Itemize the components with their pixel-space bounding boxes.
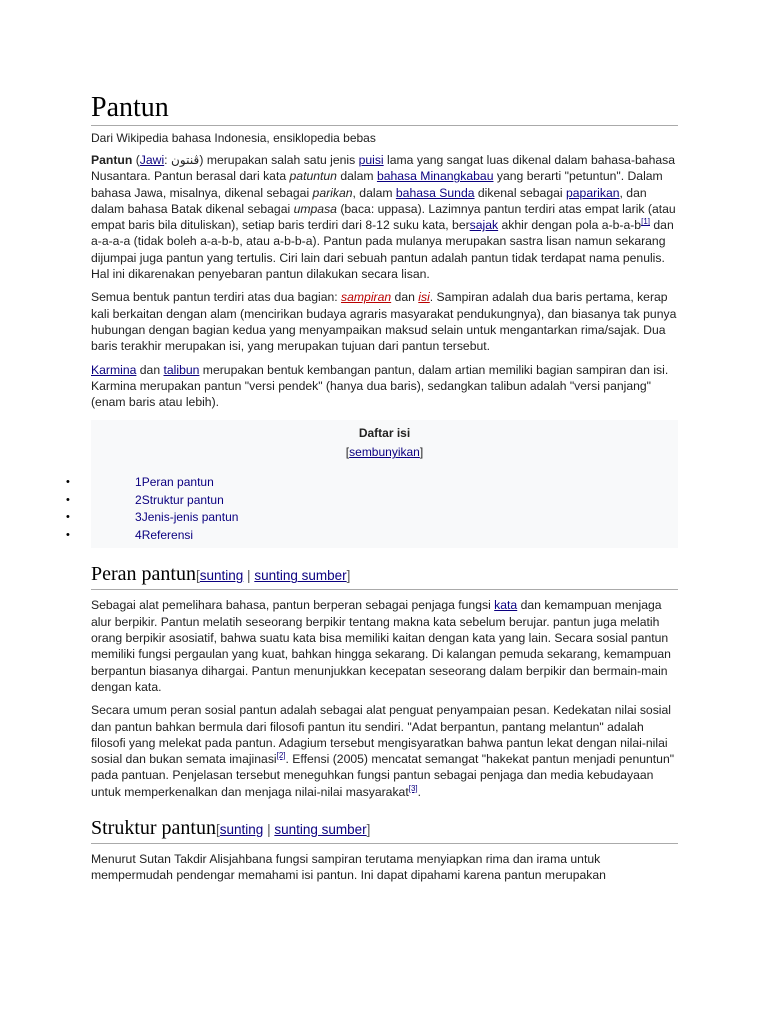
text-run: dikenal sebagai <box>474 185 566 200</box>
toc-hide-link[interactable]: sembunyikan <box>349 445 420 460</box>
edit-section-links <box>196 568 350 583</box>
toc-number: 1 <box>135 475 142 490</box>
toc-item-referensi[interactable] <box>66 527 678 545</box>
intro-paragraph-3 <box>91 362 678 411</box>
reference-1-link[interactable]: [1] <box>641 217 650 227</box>
edit-section-links <box>216 822 370 837</box>
toc-text: Peran pantun <box>141 475 214 490</box>
toc-title: Daftar isi <box>358 426 411 441</box>
text-run: ) merupakan salah satu jenis <box>199 153 359 167</box>
text-run: . Effensi (2005) mencatat semangat "hakekat pantun menjadi penuntun" pada pantuan. Penjelasan tersebut meneguhkan fungsi pantun sebagai penjaga dan media kebudayaan untuk memperkenalkan dan menjaga nilai-nilai masyarakat <box>91 752 675 799</box>
link-sajak[interactable]: sajak <box>469 218 499 233</box>
link-kata[interactable]: kata <box>494 598 518 613</box>
reference-2 <box>277 751 286 760</box>
text-run: akhir dengan pola a-b-a-b <box>498 218 642 233</box>
reference-2-link[interactable]: [2] <box>276 751 286 761</box>
text-run: dan a-a-a-a (tidak boleh a-a-b-b, atau a-b-b-a). Pantun pada mulanya merupakan sastra lisan namun sekarang dijumpai juga pantun yang tertulis. Ciri lain dari sebuah pantun adalah pantun tidak terdapat nama penulis. Hal ini dikarenakan penyebaran pantun dilakukan secara lisan. <box>91 218 674 282</box>
text-run: dalam <box>336 169 377 184</box>
table-of-contents <box>66 420 678 548</box>
toc-item-jenis-jenis-pantun[interactable] <box>66 509 678 527</box>
text-run: lama yang sangat luas dikenal dalam bahasa-bahasa Nusantara. Pantun berasal dari kata <box>91 153 675 184</box>
reference-3 <box>409 784 418 793</box>
section-heading-peran-pantun <box>91 562 678 590</box>
bracket: [ <box>216 822 220 838</box>
separator: | <box>243 568 255 584</box>
toc-number: 3 <box>135 510 142 525</box>
text-run: , dan dalam bahasa Batak dikenal sebagai <box>91 185 647 216</box>
struktur-paragraph-1: Menurut Sutan Takdir Alisjahbana fungsi sampiran terutama menyiapkan rima dan irama untuk mempermudah pendengar memahami isi pantun. Ini dapat dipahami karena pantun merupakan <box>91 852 606 883</box>
peran-paragraph-1 <box>91 597 678 695</box>
text-run: yang berarti "petuntun". Dalam bahasa Jawa, misalnya, dikenal sebagai <box>91 169 663 200</box>
heading-text: Peran pantun <box>91 563 196 586</box>
intro-paragraph-1 <box>91 152 678 282</box>
section-heading-struktur-pantun <box>91 816 678 844</box>
toc-text: Struktur pantun <box>141 492 224 507</box>
text-run: merupakan bentuk kembangan pantun, dalam artian memiliki bagian sampiran dan isi. Karmina merupakan pantun "versi pendek" (hanya dua baris), sedangkan talibun adalah "versi panjang" (enam baris atau lebih). <box>91 362 669 410</box>
text-run: dan <box>136 362 164 377</box>
text-run: Secara umum peran sosial pantun adalah sebagai alat penguat penyampaian pesan. Kedekatan nilai sosial dan pantun bahkan bermula dari filosofi pantun itu sendiri. "Adat berpantun, pantang melantun" adalah filosofi yang melekat pada pantun. Adagium tersebut mengisyaratkan bahwa pantun lekat dengan nilai-nilai sosial dan bukan semata imajinasi <box>91 703 671 767</box>
peran-paragraph-2 <box>91 702 678 800</box>
text-run: , dalam <box>352 185 396 200</box>
intro-paragraph-2 <box>91 289 678 354</box>
link-jawi[interactable]: Jawi <box>139 153 165 167</box>
link-bahasa-minangkabau[interactable]: bahasa Minangkabau <box>376 169 494 184</box>
bracket: [ <box>195 568 200 584</box>
text-run: (baca: uppasa). Lazimnya pantun terdiri atas empat larik (atau empat baris bila dituliskan), setiap baris terdiri dari 8-12 suku kata, ber <box>91 201 676 233</box>
toc-item-struktur-pantun[interactable] <box>66 492 678 510</box>
link-talibun[interactable]: talibun <box>163 362 200 377</box>
toc-number: 2 <box>135 492 142 507</box>
toc-number: 4 <box>135 527 142 542</box>
jawi-script: : ڤنتون <box>164 153 200 167</box>
edit-link[interactable]: sunting <box>199 568 244 584</box>
toc-toggle <box>91 444 678 460</box>
heading-text: Struktur pantun <box>91 817 216 840</box>
italic-term: umpasa <box>293 201 337 216</box>
edit-source-link[interactable]: sunting sumber <box>274 822 367 838</box>
reference-1 <box>641 217 650 226</box>
reference-3-link[interactable]: [3] <box>408 783 418 793</box>
term-bold: Pantun <box>91 153 133 167</box>
italic-term: parikan <box>312 185 353 200</box>
text-run: Sebagai alat pemelihara bahasa, pantun berperan sebagai penjaga fungsi <box>91 598 495 613</box>
edit-source-link[interactable]: sunting sumber <box>254 568 347 584</box>
link-karmina[interactable]: Karmina <box>91 362 137 377</box>
separator: | <box>263 822 275 838</box>
edit-link[interactable]: sunting <box>219 822 264 838</box>
bullet-icon: • <box>66 476 70 489</box>
link-bahasa-sunda[interactable]: bahasa Sunda <box>395 185 475 200</box>
link-isi[interactable]: isi <box>418 290 430 305</box>
bracket: ] <box>366 822 371 838</box>
link-puisi[interactable]: puisi <box>358 153 384 167</box>
bullet-icon: • <box>66 511 70 524</box>
bullet-icon: • <box>66 493 70 506</box>
bracket: ] <box>346 568 351 584</box>
link-sampiran[interactable]: sampiran <box>341 290 392 305</box>
link-paparikan[interactable]: paparikan <box>566 185 620 200</box>
bracket: ] <box>419 445 424 460</box>
toc-item-peran-pantun[interactable] <box>66 474 678 492</box>
article-content <box>66 92 678 891</box>
text-run: Semua bentuk pantun terdiri atas dua bagian: <box>91 290 342 305</box>
bracket: [ <box>345 445 350 460</box>
page-title: Pantun <box>91 92 678 126</box>
italic-term: patuntun <box>289 169 337 184</box>
toc-text: Jenis-jenis pantun <box>141 510 239 525</box>
text-run: dan <box>391 290 419 305</box>
text-run: . Sampiran adalah dua baris pertama, kerap kali berkaitan dengan alam (mencirikan budaya agraris masyarakat pendukungnya), dan biasanya tak punya hubungan dengan bagian kedua yang menyampaikan maksud selain untuk mengantarkan rima/sajak. Dua baris terakhir merupakan isi, yang merupakan tujuan dari pantun tersebut. <box>91 290 677 354</box>
text-run: dan kemampuan menjaga alur berpikir. Pantun melatih seseorang berpikir tentang makna kata sebelum berujar. pantun juga melatih orang berpikir asosiatif, bahwa suatu kata bisa memiliki kaitan dengan kata yang lain. Secara sosial pantun memiliki fungsi pergaulan yang kuat, bahkan hingga sekarang. Di kalangan pemuda sekarang, kemampuan berpantun biasanya dihargai. Pantun menunjukkan kecepatan seseorang dalam berpikir dan bermain-main dengan kata. <box>91 598 671 694</box>
bullet-icon: • <box>66 528 70 541</box>
toc-text: Referensi <box>141 527 194 542</box>
toc-list <box>66 474 678 544</box>
text-run: . <box>417 784 422 799</box>
text-run: ( <box>132 153 140 167</box>
site-tagline: Dari Wikipedia bahasa Indonesia, ensiklopedia bebas <box>91 131 376 145</box>
